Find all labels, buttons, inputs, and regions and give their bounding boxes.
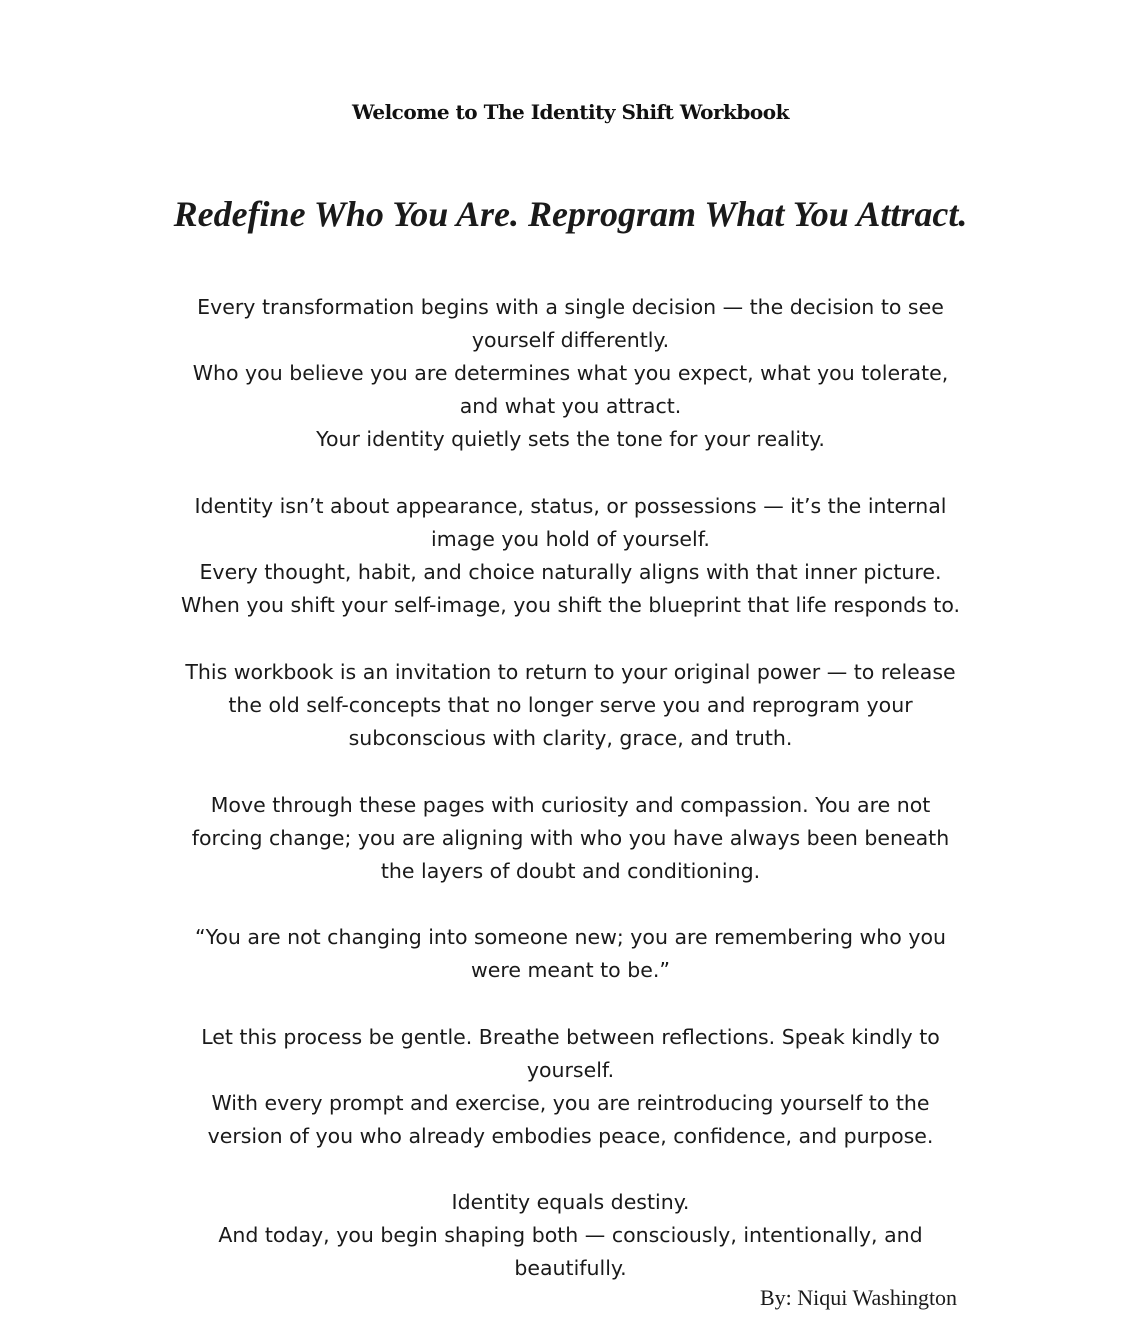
paragraph-line: and what you attract.	[459, 394, 682, 418]
paragraph-6	[100, 1021, 1041, 1153]
quote-line: were meant to be.”	[470, 958, 671, 982]
paragraph-line: yourself.	[526, 1058, 615, 1082]
paragraph-line: Move through these pages with curiosity and compassion. You are not	[210, 793, 931, 817]
author-byline: By: Niqui Washington	[760, 1285, 958, 1310]
paragraph-line: Let this process be gentle. Breathe between reflections. Speak kindly to	[201, 1025, 940, 1049]
paragraph-line: And today, you begin shaping both — consciously, intentionally, and	[218, 1223, 923, 1247]
quote-paragraph	[100, 921, 1041, 987]
paragraph-line: image you hold of yourself.	[431, 527, 710, 551]
paragraph-line: the old self-concepts that no longer serve you and reprogram your	[228, 693, 913, 717]
paragraph-2	[100, 490, 1041, 622]
paragraph-line: beautifully.	[514, 1256, 627, 1280]
paragraph-line: Every thought, habit, and choice naturally aligns with that inner picture.	[199, 560, 942, 584]
paragraph-line: Your identity quietly sets the tone for your reality.	[316, 427, 825, 451]
paragraph-3	[100, 656, 1041, 755]
paragraph-line: Identity isn’t about appearance, status, or possessions — it’s the internal	[194, 494, 947, 518]
paragraph-line: subconscious with clarity, grace, and truth.	[348, 726, 793, 750]
paragraph-line: When you shift your self-image, you shift the blueprint that life responds to.	[180, 593, 961, 617]
quote-line: “You are not changing into someone new; you are remembering who you	[194, 925, 947, 949]
paragraph-line: This workbook is an invitation to return to your original power — to release	[185, 660, 956, 684]
page-subtitle: Redefine Who You Are. Reprogram What You Attract.	[173, 194, 968, 234]
paragraph-line: Every transformation begins with a single decision — the decision to see	[197, 295, 944, 319]
closing-paragraph	[100, 1186, 1041, 1285]
paragraph-line: the layers of doubt and conditioning.	[380, 859, 761, 883]
page-title: Welcome to The Identity Shift Workbook	[352, 100, 789, 124]
paragraph-line: Who you believe you are determines what you expect, what you tolerate,	[192, 361, 949, 385]
paragraph-line: Identity equals destiny.	[451, 1190, 690, 1214]
paragraph-line: yourself differently.	[471, 328, 670, 352]
paragraph-4	[100, 789, 1041, 888]
paragraph-line: forcing change; you are aligning with who you have always been beneath	[191, 826, 950, 850]
paragraph-line: version of you who already embodies peace, confidence, and purpose.	[207, 1124, 934, 1148]
paragraph-1	[100, 291, 1041, 456]
paragraph-line: With every prompt and exercise, you are reintroducing yourself to the	[211, 1091, 930, 1115]
